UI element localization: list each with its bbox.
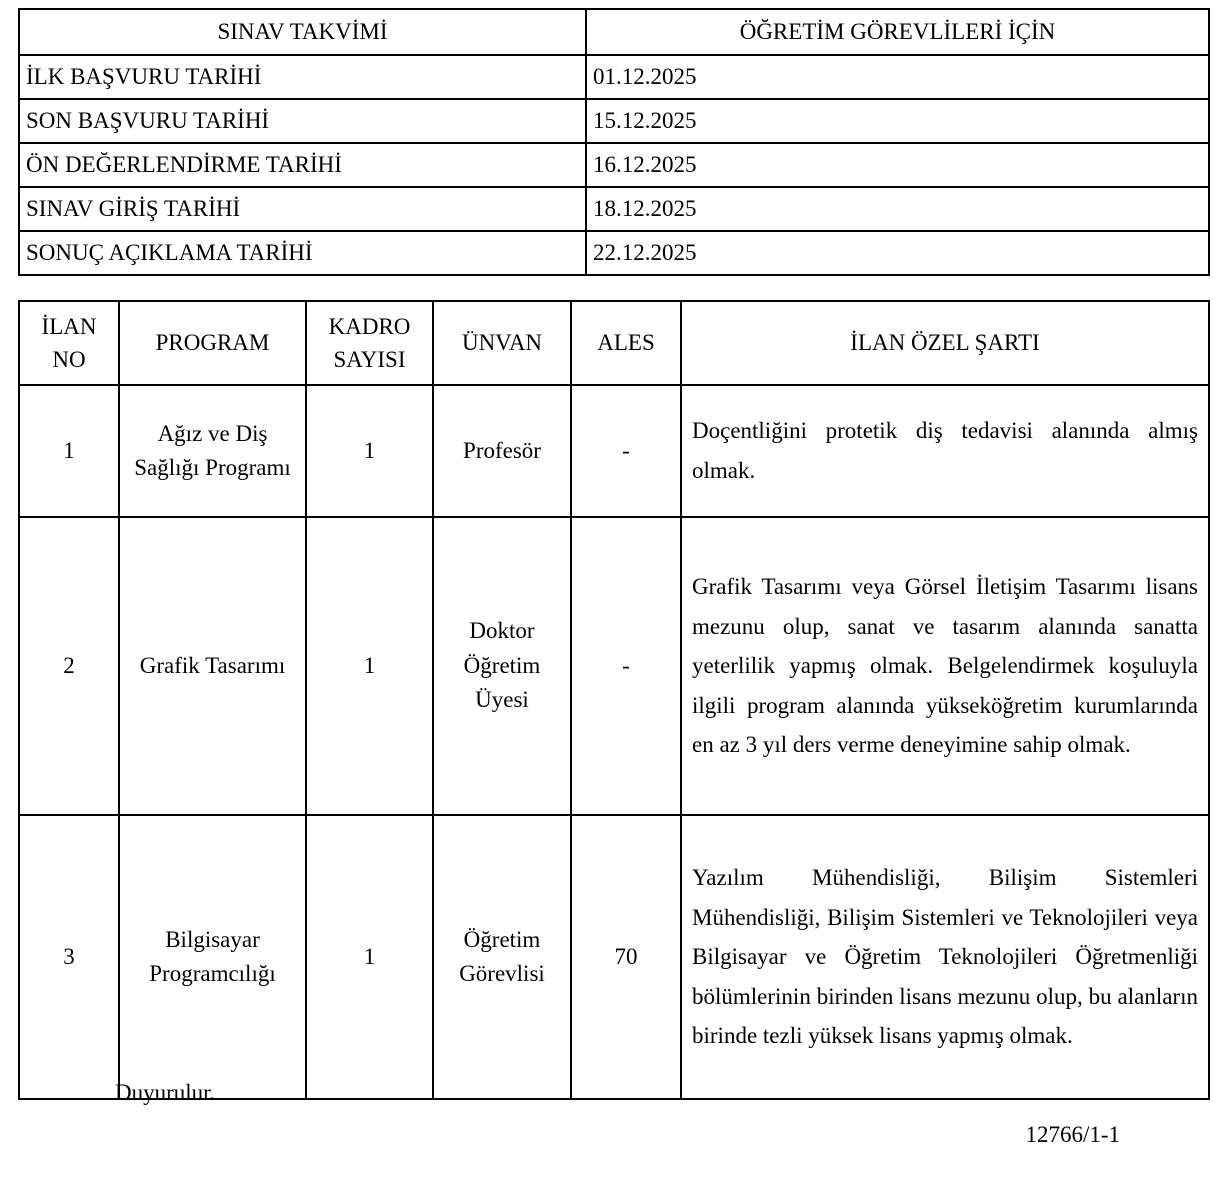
position-ales-cell: - xyxy=(571,385,681,517)
schedule-header-title: SINAV TAKVİMİ xyxy=(19,9,586,55)
table-header-row xyxy=(19,301,1209,385)
table-row xyxy=(19,187,1209,231)
position-program-cell: Grafik Tasarımı xyxy=(119,517,306,815)
position-program-cell: Ağız ve Diş Sağlığı Programı xyxy=(119,385,306,517)
schedule-header-audience: ÖĞRETİM GÖREVLİLERİ İÇİN xyxy=(586,9,1209,55)
schedule-value-cell: 16.12.2025 xyxy=(586,143,1209,187)
table-row xyxy=(19,9,1209,55)
schedule-label-cell: İLK BAŞVURU TARİHİ xyxy=(19,55,586,99)
position-kadro-cell: 1 xyxy=(306,385,433,517)
position-ales-cell: 70 xyxy=(571,815,681,1099)
header-unvan: ÜNVAN xyxy=(433,301,571,385)
reference-number: 12766/1-1 xyxy=(1025,1122,1120,1147)
table-row xyxy=(19,143,1209,187)
position-no-cell: 1 xyxy=(19,385,119,517)
header-program: PROGRAM xyxy=(119,301,306,385)
exam-schedule-table xyxy=(18,8,1210,276)
schedule-value-cell: 18.12.2025 xyxy=(586,187,1209,231)
table-row xyxy=(19,231,1209,275)
table-row xyxy=(19,517,1209,815)
position-kadro-cell: 1 xyxy=(306,815,433,1099)
schedule-label-cell: SONUÇ AÇIKLAMA TARİHİ xyxy=(19,231,586,275)
position-no-cell: 2 xyxy=(19,517,119,815)
schedule-value-cell: 15.12.2025 xyxy=(586,99,1209,143)
position-unvan-cell: Öğretim Görevlisi xyxy=(433,815,571,1099)
schedule-value-cell: 01.12.2025 xyxy=(586,55,1209,99)
position-unvan-cell: Profesör xyxy=(433,385,571,517)
schedule-label-cell: SINAV GİRİŞ TARİHİ xyxy=(19,187,586,231)
position-sart-cell: Doçentliğini protetik diş tedavisi alanında almış olmak. xyxy=(681,385,1209,517)
position-sart-cell: Yazılım Mühendisliği, Bilişim Sistemleri Mühendisliği, Bilişim Sistemleri ve Teknolojileri veya Bilgisayar ve Öğretim Teknolojileri Öğretmenliği bölümlerinin birinden lisans mezunu olup, bu alanların birinde tezli yüksek lisans yapmış olmak. xyxy=(681,815,1209,1099)
schedule-label-cell: SON BAŞVURU TARİHİ xyxy=(19,99,586,143)
position-kadro-cell: 1 xyxy=(306,517,433,815)
table-row xyxy=(19,385,1209,517)
table-row xyxy=(19,99,1209,143)
position-ales-cell: - xyxy=(571,517,681,815)
position-no-cell: 3 xyxy=(19,815,119,1099)
position-unvan-cell: Doktor Öğretim Üyesi xyxy=(433,517,571,815)
schedule-value-cell: 22.12.2025 xyxy=(586,231,1209,275)
header-ales: ALES xyxy=(571,301,681,385)
positions-table xyxy=(18,300,1210,1100)
position-sart-cell: Grafik Tasarımı veya Görsel İletişim Tasarımı lisans mezunu olup, sanat ve tasarım alanında sanatta yeterlilik yapmış olmak. Belgelendirmek koşuluyla ilgili program alanında yükseköğretim kurumlarında en az 3 yıl ders verme deneyimine sahip olmak. xyxy=(681,517,1209,815)
header-ozel-sart: İLAN ÖZEL ŞARTI xyxy=(681,301,1209,385)
table-row xyxy=(19,815,1209,1099)
schedule-label-cell: ÖN DEĞERLENDİRME TARİHİ xyxy=(19,143,586,187)
closing-statement: Duyurulur. xyxy=(115,1080,216,1105)
header-ilan-no: İLAN NO xyxy=(19,301,119,385)
table-row xyxy=(19,55,1209,99)
position-program-cell: Bilgisayar Programcılığı xyxy=(119,815,306,1099)
header-kadro-sayisi: KADRO SAYISI xyxy=(306,301,433,385)
